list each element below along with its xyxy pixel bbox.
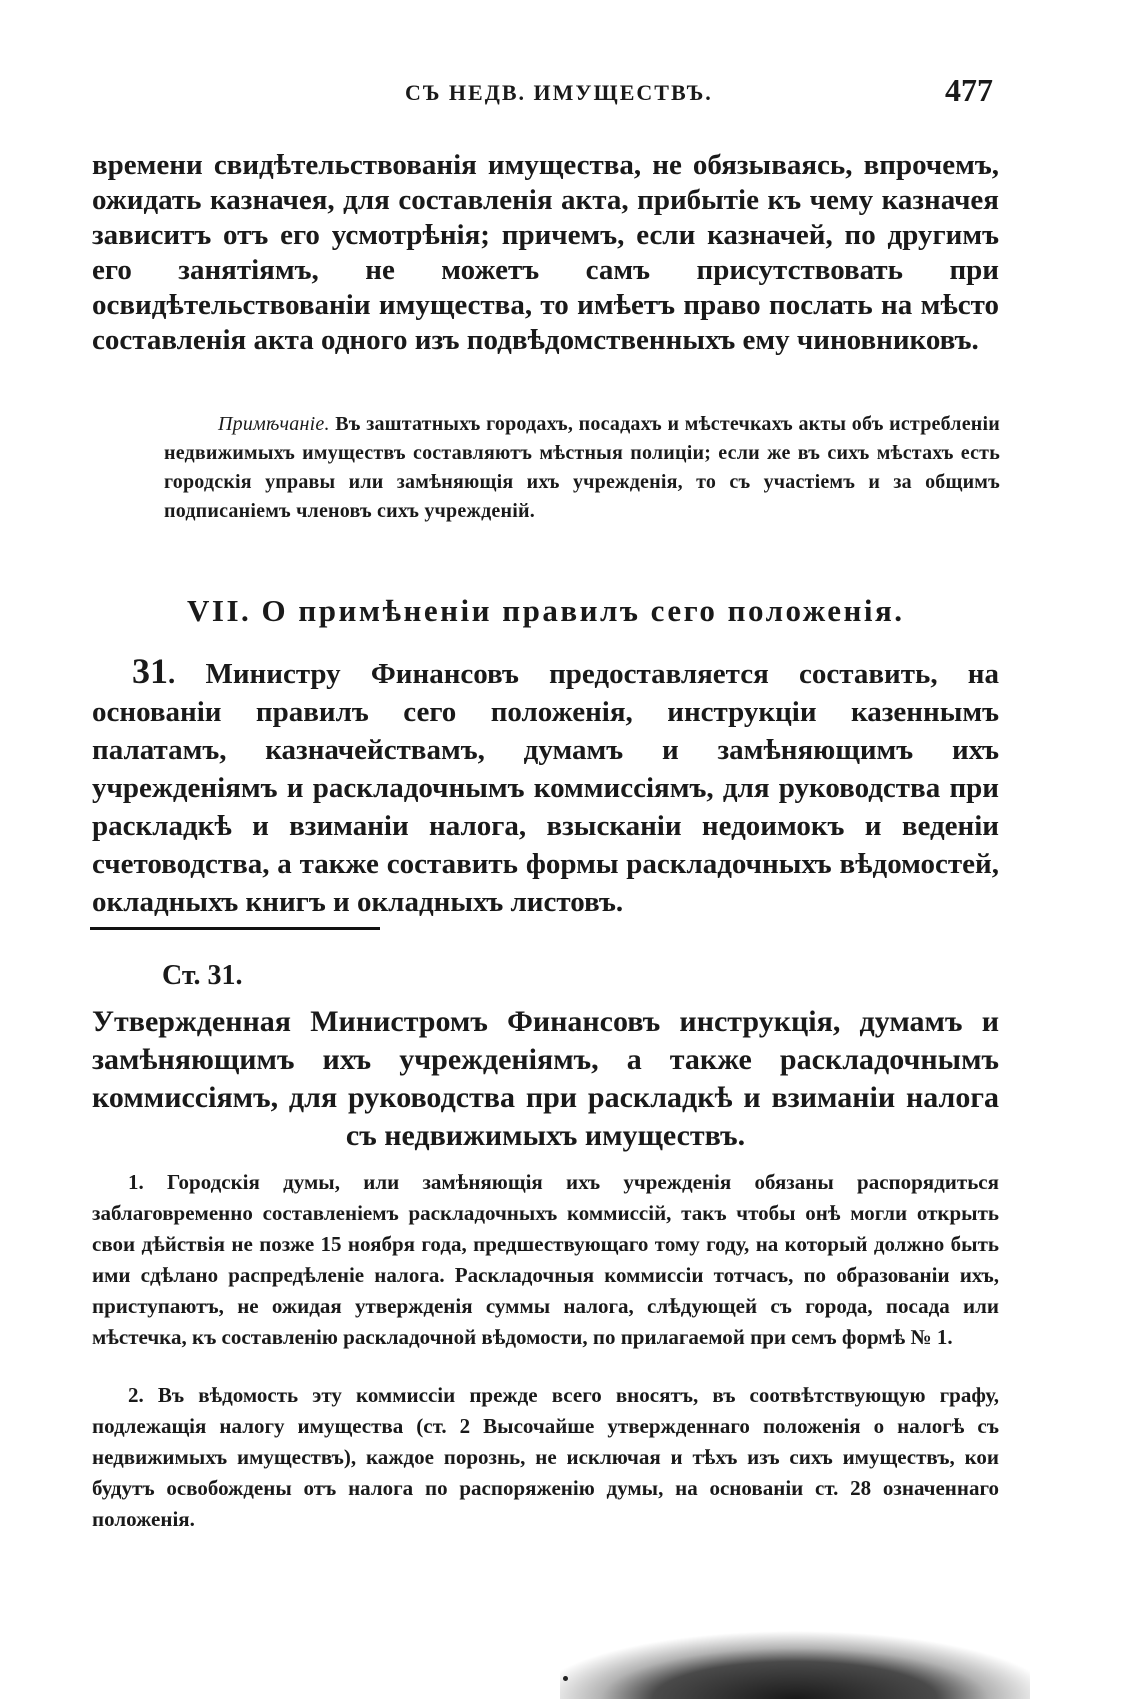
page-number: 477 — [945, 72, 993, 108]
continuation-paragraph: времени свидѣтельствованія имущества, не обязываясь, впрочемъ, ожидать казначея, для составленія акта, прибытіе къ чему казначея зависитъ отъ его усмотрѣнія; причемъ, если казначей, по другимъ его занятіямъ, не можетъ самъ присутствовать при освидѣтельствованіи имущества, то имѣетъ право послать на мѣсто составленія акта одного изъ подвѣдомственныхъ ему чиновниковъ. — [92, 149, 999, 356]
instruction-item-2: 2. Въ вѣдомость эту коммиссіи прежде всего вносятъ, въ соотвѣтствующую графу, подлежащія налогу имущества (ст. 2 Высочайше утвержденнаго положенія о налогѣ съ недвижимыхъ имуществъ), каждое порознь, не исключая и тѣхъ изъ сихъ имуществъ, кои будутъ освобождены отъ налога по распоряженію думы, на основаніи ст. 28 означеннаго положенія. — [92, 1383, 999, 1531]
running-head: СЪ НЕДВ. ИМУЩЕСТВЪ. — [405, 80, 713, 105]
scan-thumb-shadow — [560, 1520, 1030, 1699]
article-number: 31 — [132, 651, 168, 691]
instruction-title: Утвержденная Министромъ Финансовъ инструкція, думамъ и замѣняющимъ ихъ учрежденіямъ, а также раскладочнымъ коммиссіямъ, для руководства при раскладкѣ и взиманіи налога съ недвижимыхъ имуществъ. — [92, 1005, 999, 1152]
section-heading: VII. О примѣненіи правилъ сего положенія. — [187, 593, 905, 628]
article-31-text: . Министру Финансовъ предоставляется составить, на основаніи правилъ сего положенія, инструкціи казеннымъ палатамъ, казначействамъ, думамъ и замѣняющимъ ихъ учрежденіямъ и раскладочнымъ коммиссіямъ, для руководства при раскладкѣ и взиманіи налога, взысканіи недоимокъ и веденіи счетоводства, а также составить формы раскладочныхъ вѣдомостей, окладныхъ книгъ и окладныхъ листовъ. — [92, 658, 999, 918]
separator-rule — [90, 927, 380, 930]
article-reference: Ст. 31. — [162, 960, 243, 991]
note-label: Примѣчаніе. — [218, 413, 330, 435]
note-text: Въ заштатныхъ городахъ, посадахъ и мѣстечкахъ акты объ истребленіи недвижимыхъ имуществъ составляютъ мѣстныя полиціи; если же въ сихъ мѣстахъ есть городскія управы или замѣняющія ихъ учрежденія, то съ участіемъ и за общимъ подписаніемъ членовъ сихъ учрежденій. — [164, 413, 1000, 522]
instruction-item-1: 1. Городскія думы, или замѣняющія ихъ учрежденія обязаны распорядиться заблаговременно составленіемъ раскладочныхъ коммиссій, такъ чтобы онѣ могли открыть свои дѣйствія не позже 15 ноября года, предшествующаго тому году, на который должно быть ими сдѣлано распредѣленіе налога. Раскладочныя коммиссіи тотчасъ, по образованіи ихъ, приступаютъ, не ожидая утвержденія суммы налога, слѣдующей съ города, посада или мѣстечка, къ составленію раскладочной вѣдомости, по прилагаемой при семъ формѣ № 1. — [92, 1170, 999, 1349]
article-31-paragraph — [92, 652, 999, 921]
scan-speck — [563, 1676, 568, 1681]
note-paragraph — [164, 410, 1000, 526]
